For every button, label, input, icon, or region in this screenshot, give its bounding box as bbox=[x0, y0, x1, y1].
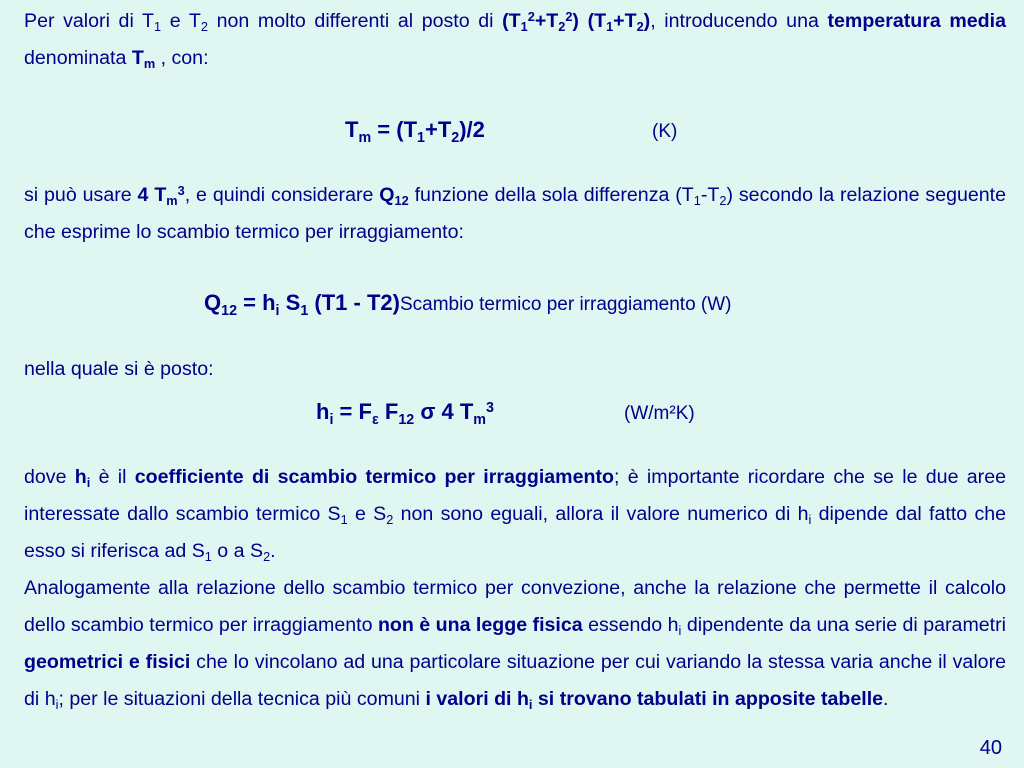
equation-mean-temperature: $T_m = (T_1+T_2)/2$ bbox=[345, 117, 485, 146]
intro-paragraph: Per valori di $T_1$ e $T_2$ non molto differenti al posto di $(T_1^2+T_2^2)$ $(T_1+T_2)$, introducendo una temperatura media denominata $T_m$ , con: bbox=[24, 8, 1006, 72]
equation-mean-temperature-unit: (K) bbox=[652, 121, 678, 142]
paragraph-approximation: si può usare 4 $T_m^3$, e quindi considerare $Q_{12}$ funzione della sola differenza $(T_1-T_2)$ secondo la relazione seguente che esprime lo scambio termico per irraggiamento: bbox=[24, 182, 1007, 243]
slide bbox=[24, 0, 1006, 768]
equation-heat-exchange-label: Scambio termico per irraggiamento (W) bbox=[399, 294, 732, 315]
paragraph-not-physical-law: Analogamente alla relazione dello scambio termico per convezione, anche la relazione che permette il calcolo dello scambio termico per irraggiamento non è una legge fisica essendo $h_i$ dipendente da una serie di parametri geometrici e fisici che lo vincolano ad una particolare situazione per cui variando la stessa varia anche il valore di $h_i$; per le situazioni della tecnica più comuni i valori di $h_i$ si trovano tabulati in apposite tabelle. bbox=[24, 577, 1006, 713]
paragraph-where: nella quale si è posto: bbox=[24, 358, 214, 380]
equation-coefficient: $h_i = F_\varepsilon$ $F_{12}$ σ 4 $T_m^3$ bbox=[316, 399, 494, 428]
equation-heat-exchange: $Q_{12} = h_i$ $S_1$ (T1 - T2)Scambio termico per irraggiamento (W) bbox=[204, 290, 732, 319]
page-number: 40 bbox=[979, 737, 1002, 759]
paragraph-coefficient: dove $h_i$ è il coefficiente di scambio termico per irraggiamento; è importante ricordare che se le due aree interessate dallo scambio termico $S_1$ e $S_2$ non sono eguali, allora il valore numerico di $h_i$ dipende dal fatto che esso si riferisca ad $S_1$ o a $S_2$. bbox=[24, 466, 1007, 565]
equation-coefficient-unit: (W/m²K) bbox=[624, 403, 695, 424]
